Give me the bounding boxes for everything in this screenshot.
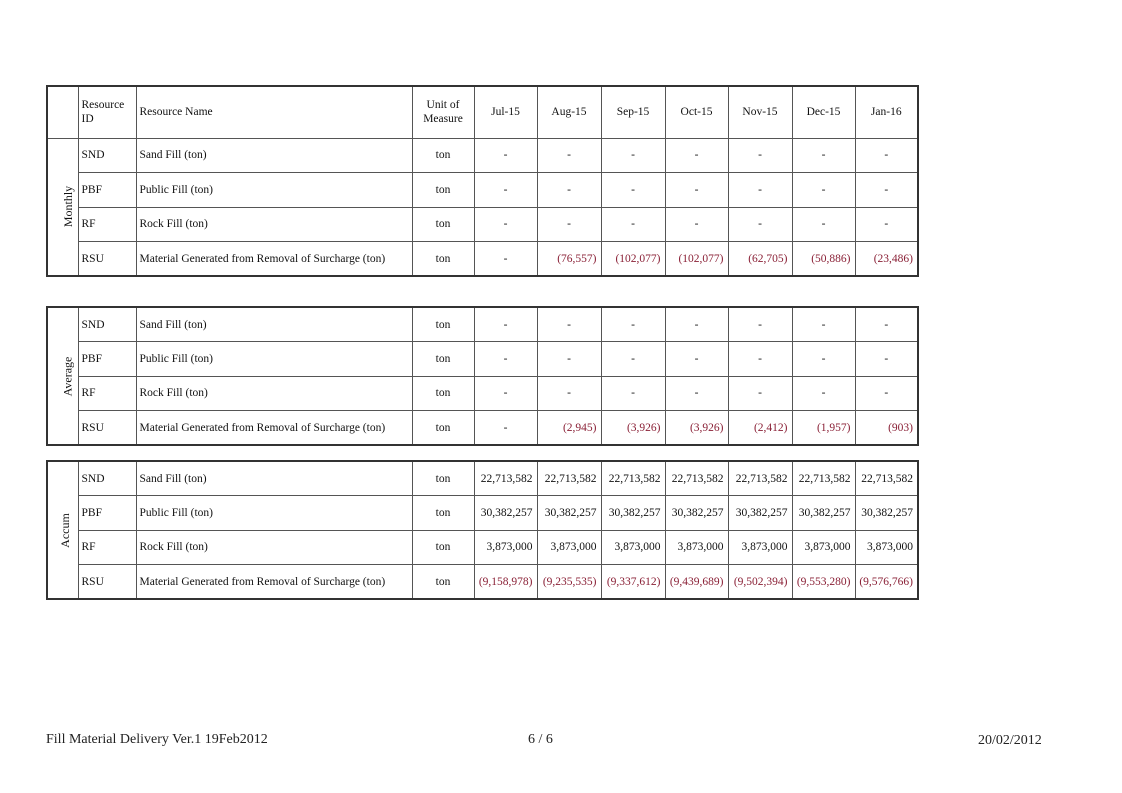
unit-cell: ton (412, 530, 474, 565)
table-row (47, 496, 918, 531)
resource-id-cell: RSU (78, 565, 136, 600)
value-cell: - (728, 173, 792, 208)
resource-name-cell: Sand Fill (ton) (136, 461, 412, 496)
header-corner (47, 86, 78, 138)
resource-id-cell: SND (78, 138, 136, 173)
value-cell: - (601, 376, 665, 411)
value-cell: - (474, 307, 537, 342)
unit-cell: ton (412, 565, 474, 600)
value-cell: 22,713,582 (665, 461, 728, 496)
value-cell: - (855, 376, 918, 411)
value-cell: 22,713,582 (855, 461, 918, 496)
resource-name-cell: Public Fill (ton) (136, 496, 412, 531)
table-row (47, 207, 918, 242)
value-cell: - (474, 376, 537, 411)
value-cell: (3,926) (601, 411, 665, 446)
header-month: Oct-15 (665, 86, 728, 138)
section-label: Average (60, 356, 75, 396)
value-cell: (76,557) (537, 242, 601, 277)
resource-id-cell: PBF (78, 496, 136, 531)
value-cell: 30,382,257 (601, 496, 665, 531)
monthly-table (46, 85, 919, 277)
value-cell: - (601, 342, 665, 377)
value-cell: (102,077) (601, 242, 665, 277)
value-cell: (9,439,689) (665, 565, 728, 600)
value-cell: (62,705) (728, 242, 792, 277)
header-resource-id: Resource ID (78, 86, 136, 138)
value-cell: (9,576,766) (855, 565, 918, 600)
value-cell: - (601, 138, 665, 173)
header-month: Dec-15 (792, 86, 855, 138)
header-month: Nov-15 (728, 86, 792, 138)
section-label-cell (47, 307, 78, 445)
unit-cell: ton (412, 376, 474, 411)
value-cell: 3,873,000 (665, 530, 728, 565)
resource-name-cell: Public Fill (ton) (136, 173, 412, 208)
value-cell: (23,486) (855, 242, 918, 277)
value-cell: - (537, 342, 601, 377)
average-table (46, 306, 919, 446)
value-cell: - (601, 207, 665, 242)
value-cell: - (728, 342, 792, 377)
resource-id-cell: RF (78, 530, 136, 565)
table-row (47, 173, 918, 208)
value-cell: - (537, 376, 601, 411)
value-cell: - (728, 307, 792, 342)
value-cell: 30,382,257 (855, 496, 918, 531)
value-cell: - (537, 307, 601, 342)
resource-name-cell: Rock Fill (ton) (136, 530, 412, 565)
table-row (47, 376, 918, 411)
value-cell: (2,945) (537, 411, 601, 446)
value-cell: - (792, 376, 855, 411)
table-row (47, 530, 918, 565)
value-cell: 3,873,000 (855, 530, 918, 565)
value-cell: - (601, 307, 665, 342)
value-cell: 3,873,000 (728, 530, 792, 565)
value-cell: - (855, 307, 918, 342)
footer-page-number: 6 / 6 (528, 732, 553, 747)
header-month: Jul-15 (474, 86, 537, 138)
value-cell: 22,713,582 (537, 461, 601, 496)
value-cell: - (665, 138, 728, 173)
value-cell: 30,382,257 (474, 496, 537, 531)
value-cell: (903) (855, 411, 918, 446)
resource-name-cell: Rock Fill (ton) (136, 376, 412, 411)
table-row (47, 565, 918, 600)
section-label: Monthly (61, 186, 76, 228)
section-label: Accum (57, 512, 72, 548)
resource-name-cell: Material Generated from Removal of Surcharge (ton) (136, 565, 412, 600)
resource-id-cell: RSU (78, 242, 136, 277)
unit-cell: ton (412, 138, 474, 173)
unit-cell: ton (412, 207, 474, 242)
resource-id-cell: SND (78, 307, 136, 342)
value-cell: - (855, 173, 918, 208)
unit-cell: ton (412, 461, 474, 496)
value-cell: 3,873,000 (601, 530, 665, 565)
value-cell: (2,412) (728, 411, 792, 446)
value-cell: 22,713,582 (601, 461, 665, 496)
value-cell: 30,382,257 (792, 496, 855, 531)
value-cell: - (474, 173, 537, 208)
value-cell: (3,926) (665, 411, 728, 446)
header-month: Sep-15 (601, 86, 665, 138)
value-cell: - (728, 207, 792, 242)
header-month: Jan-16 (855, 86, 918, 138)
value-cell: 3,873,000 (792, 530, 855, 565)
value-cell: - (474, 242, 537, 277)
value-cell: - (792, 307, 855, 342)
value-cell: - (728, 138, 792, 173)
resource-name-cell: Sand Fill (ton) (136, 307, 412, 342)
header-unit: Unit of Measure (412, 86, 474, 138)
header-row (47, 86, 918, 138)
value-cell: 22,713,582 (728, 461, 792, 496)
value-cell: (9,502,394) (728, 565, 792, 600)
value-cell: (9,235,535) (537, 565, 601, 600)
unit-cell: ton (412, 342, 474, 377)
unit-cell: ton (412, 242, 474, 277)
footer-doc-title: Fill Material Delivery Ver.1 19Feb2012 (46, 732, 268, 747)
unit-cell: ton (412, 173, 474, 208)
unit-cell: ton (412, 411, 474, 446)
value-cell: 22,713,582 (792, 461, 855, 496)
value-cell: - (665, 342, 728, 377)
value-cell: - (665, 207, 728, 242)
header-month: Aug-15 (537, 86, 601, 138)
value-cell: 3,873,000 (474, 530, 537, 565)
value-cell: 30,382,257 (665, 496, 728, 531)
unit-cell: ton (412, 496, 474, 531)
value-cell: - (665, 173, 728, 208)
value-cell: - (855, 207, 918, 242)
resource-id-cell: RF (78, 207, 136, 242)
value-cell: (1,957) (792, 411, 855, 446)
resource-name-cell: Rock Fill (ton) (136, 207, 412, 242)
value-cell: - (855, 138, 918, 173)
value-cell: - (537, 207, 601, 242)
resource-id-cell: PBF (78, 173, 136, 208)
value-cell: 30,382,257 (728, 496, 792, 531)
value-cell: - (665, 376, 728, 411)
value-cell: - (537, 173, 601, 208)
resource-name-cell: Public Fill (ton) (136, 342, 412, 377)
section-label-cell (47, 138, 78, 276)
value-cell: - (792, 138, 855, 173)
value-cell: - (537, 138, 601, 173)
resource-name-cell: Material Generated from Removal of Surcharge (ton) (136, 411, 412, 446)
value-cell: - (665, 307, 728, 342)
value-cell: - (855, 342, 918, 377)
section-label-cell (47, 461, 78, 599)
resource-id-cell: SND (78, 461, 136, 496)
value-cell: - (792, 207, 855, 242)
resource-id-cell: RSU (78, 411, 136, 446)
table-row (47, 307, 918, 342)
value-cell: - (792, 173, 855, 208)
value-cell: (9,337,612) (601, 565, 665, 600)
resource-id-cell: PBF (78, 342, 136, 377)
unit-cell: ton (412, 307, 474, 342)
table-row (47, 461, 918, 496)
value-cell: - (728, 376, 792, 411)
resource-name-cell: Material Generated from Removal of Surcharge (ton) (136, 242, 412, 277)
header-resource-name: Resource Name (136, 86, 412, 138)
value-cell: - (474, 342, 537, 377)
value-cell: - (474, 411, 537, 446)
value-cell: - (601, 173, 665, 208)
table-row (47, 411, 918, 446)
value-cell: (50,886) (792, 242, 855, 277)
footer-date: 20/02/2012 (978, 733, 1042, 748)
value-cell: 22,713,582 (474, 461, 537, 496)
value-cell: (9,553,280) (792, 565, 855, 600)
value-cell: 30,382,257 (537, 496, 601, 531)
value-cell: - (474, 138, 537, 173)
value-cell: (102,077) (665, 242, 728, 277)
resource-name-cell: Sand Fill (ton) (136, 138, 412, 173)
resource-id-cell: RF (78, 376, 136, 411)
table-row (47, 138, 918, 173)
table-row (47, 342, 918, 377)
value-cell: - (474, 207, 537, 242)
value-cell: - (792, 342, 855, 377)
value-cell: 3,873,000 (537, 530, 601, 565)
accum-table (46, 460, 919, 600)
table-row (47, 242, 918, 277)
value-cell: (9,158,978) (474, 565, 537, 600)
